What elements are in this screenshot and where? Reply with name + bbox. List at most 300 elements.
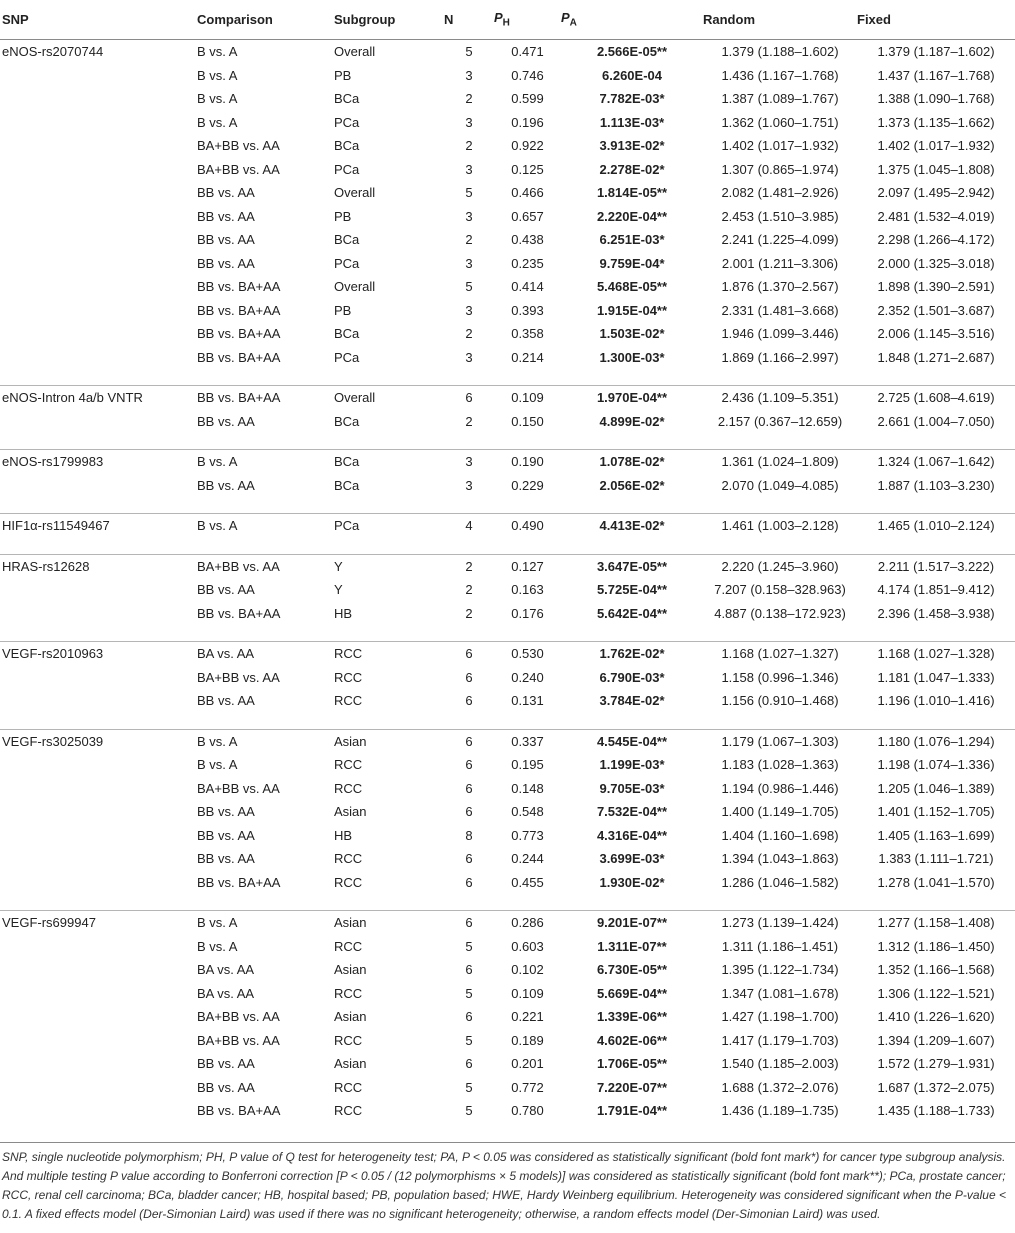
cell-comparison: BA+BB vs. AA [197, 138, 280, 154]
cell-snp [0, 134, 197, 158]
cell-snp: eNOS-rs2070744 [2, 44, 104, 60]
cell-comparison: BA+BB vs. AA [197, 1032, 280, 1048]
table-row [0, 134, 1015, 158]
cell-ph: 0.189 [511, 1032, 544, 1048]
cell-comparison: B vs. A [197, 729, 334, 753]
table-row [0, 729, 1015, 753]
cell-random: 1.361 (1.024–1.809) [703, 450, 857, 474]
spacer-cell [0, 538, 1015, 555]
cell-snp [0, 602, 197, 626]
group-spacer [0, 625, 1015, 642]
cell-random: 1.436 (1.189–1.735) [721, 1103, 839, 1119]
cell-snp [0, 181, 197, 205]
cell-ph: 0.603 [511, 938, 544, 954]
cell-pa: 7.220E-07** [596, 1079, 668, 1095]
cell-random: 1.286 (1.046–1.582) [721, 874, 839, 890]
cell-pa: 1.762E-02* [561, 642, 703, 666]
table-row [0, 666, 1015, 690]
cell-snp: VEGF-rs699947 [0, 911, 197, 935]
cell-pa: 1.078E-02* [561, 450, 703, 474]
cell-n: 6 [465, 962, 473, 978]
cell-n: 6 [465, 780, 473, 796]
group-spacer [0, 713, 1015, 730]
table-footnote: SNP, single nucleotide polymorphism; PH, P value of Q test for heterogeneity test; PA, P < 0.05 was considered as statistically significant (bold font mark*) for cancer type subgroup analysis. And multiple testing P value according to Bonferroni correction [P < 0.05 / (12 polymorphisms × 5 models)] was considered as statistically significant (bold font mark**); PCa, prostate cancer; RCC, renal cell carcinoma; BCa, bladder cancer; HB, hospital based; PB, population based; HWE, Hardy Weinberg equilibrium. Heterogeneity was considered significant when the P-value < 0.1. A fixed effects model (Der-Simonian Laird) was used if there was no significant heterogeneity; otherwise, a random effects model (Der-Simonian Laird) was used. [2, 1150, 1006, 1221]
cell-subgroup: RCC [334, 938, 363, 954]
cell-pa: 1.311E-07** [597, 938, 667, 954]
cell-ph: 0.780 [511, 1103, 544, 1119]
cell-ph: 0.109 [494, 386, 561, 410]
spacer-cell [0, 497, 1015, 514]
cell-random: 1.417 (1.179–1.703) [721, 1032, 839, 1048]
cell-ph: 0.196 [511, 114, 544, 130]
spacer-cell [0, 894, 1015, 911]
cell-n: 3 [465, 161, 473, 177]
cell-comparison: BB vs. AA [197, 851, 255, 867]
header-ph-main: P [494, 10, 503, 26]
cell-snp [0, 87, 197, 111]
cell-pa: 5.642E-04** [596, 605, 668, 621]
cell-fixed: 1.277 (1.158–1.408) [857, 911, 1015, 935]
cell-ph: 0.922 [511, 138, 544, 154]
table-row [0, 514, 1015, 538]
cell-pa: 1.814E-05** [596, 185, 668, 201]
cell-fixed: 1.375 (1.045–1.808) [877, 161, 995, 177]
table-row [0, 800, 1015, 824]
cell-n: 2 [444, 554, 494, 578]
cell-ph: 0.773 [511, 827, 544, 843]
table-row [0, 958, 1015, 982]
cell-random: 7.207 (0.158–328.963) [714, 582, 846, 598]
cell-ph: 0.195 [511, 757, 544, 773]
cell-random: 2.453 (1.510–3.985) [721, 208, 839, 224]
cell-comparison: BB vs. AA [197, 255, 255, 271]
cell-subgroup: RCC [334, 1079, 363, 1095]
cell-fixed: 1.198 (1.074–1.336) [877, 757, 995, 773]
cell-random: 1.158 (0.996–1.346) [721, 669, 839, 685]
cell-subgroup: Asian [334, 1009, 367, 1025]
cell-comparison: B vs. A [197, 44, 238, 60]
table-row [0, 753, 1015, 777]
cell-snp [0, 689, 197, 713]
cell-snp [0, 935, 197, 959]
header-subgroup: Subgroup [334, 0, 444, 40]
cell-n: 3 [465, 477, 473, 493]
table-body [0, 40, 1015, 1123]
cell-ph: 0.127 [494, 554, 561, 578]
cell-pa: 4.545E-04** [561, 729, 703, 753]
cell-subgroup: Y [334, 554, 444, 578]
cell-n: 6 [465, 669, 473, 685]
cell-ph: 0.190 [494, 450, 561, 474]
cell-ph: 0.221 [511, 1009, 544, 1025]
cell-n: 5 [465, 938, 473, 954]
cell-n: 8 [465, 827, 473, 843]
cell-snp [0, 158, 197, 182]
cell-fixed: 1.848 (1.271–2.687) [877, 349, 995, 365]
cell-random: 1.436 (1.167–1.768) [721, 67, 839, 83]
cell-subgroup: Overall [334, 279, 376, 295]
cell-fixed: 1.168 (1.027–1.328) [857, 642, 1015, 666]
cell-comparison: B vs. A [197, 514, 334, 538]
cell-n: 3 [465, 349, 473, 365]
cell-ph: 0.530 [494, 642, 561, 666]
cell-random: 2.070 (1.049–4.085) [721, 477, 839, 493]
cell-snp: HIF1α-rs11549467 [0, 514, 197, 538]
cell-random: 1.427 (1.198–1.700) [721, 1009, 839, 1025]
header-pa [561, 0, 703, 40]
cell-comparison: B vs. A [197, 114, 238, 130]
cell-pa: 2.278E-02* [599, 161, 665, 177]
table-row [0, 1005, 1015, 1029]
cell-random: 1.273 (1.139–1.424) [703, 911, 857, 935]
cell-n: 5 [465, 44, 473, 60]
group-spacer [0, 433, 1015, 450]
cell-fixed: 1.435 (1.188–1.733) [877, 1103, 995, 1119]
cell-pa: 6.260E-04 [602, 67, 662, 83]
cell-fixed: 1.181 (1.047–1.333) [877, 669, 995, 685]
cell-random: 1.179 (1.067–1.303) [703, 729, 857, 753]
cell-pa: 4.899E-02* [599, 413, 665, 429]
cell-snp [0, 871, 197, 895]
cell-n: 5 [465, 279, 473, 295]
cell-subgroup: Asian [334, 804, 367, 820]
cell-random: 1.194 (0.986–1.446) [721, 780, 839, 796]
cell-comparison: BA vs. AA [197, 962, 255, 978]
cell-random: 1.362 (1.060–1.751) [721, 114, 839, 130]
table-row [0, 386, 1015, 410]
table-row [0, 982, 1015, 1006]
cell-fixed: 1.388 (1.090–1.768) [877, 91, 995, 107]
cell-fixed: 2.352 (1.501–3.687) [877, 302, 995, 318]
cell-pa: 2.056E-02* [599, 477, 665, 493]
table-row [0, 554, 1015, 578]
header-comparison: Comparison [197, 0, 334, 40]
cell-snp [0, 1099, 197, 1123]
header-snp: SNP [0, 0, 197, 40]
cell-ph: 0.150 [511, 413, 544, 429]
cell-snp [0, 474, 197, 498]
cell-snp [0, 578, 197, 602]
cell-n: 5 [465, 185, 473, 201]
table-bottom-rule [0, 1142, 1015, 1143]
cell-fixed: 1.352 (1.166–1.568) [877, 962, 995, 978]
cell-ph: 0.286 [494, 911, 561, 935]
cell-comparison: BB vs. AA [197, 208, 255, 224]
cell-n: 6 [465, 874, 473, 890]
cell-snp: VEGF-rs3025039 [0, 729, 197, 753]
cell-n: 6 [465, 757, 473, 773]
cell-random: 2.331 (1.481–3.668) [721, 302, 839, 318]
cell-random: 1.387 (1.089–1.767) [721, 91, 839, 107]
cell-subgroup: PCa [334, 255, 360, 271]
cell-fixed: 1.898 (1.390–2.591) [877, 279, 995, 295]
table-row [0, 40, 1015, 64]
cell-n: 5 [465, 1079, 473, 1095]
header-pa-main: P [561, 10, 570, 26]
cell-snp [0, 666, 197, 690]
cell-snp [0, 252, 197, 276]
cell-subgroup: RCC [334, 757, 363, 773]
cell-subgroup: RCC [334, 1103, 363, 1119]
cell-fixed: 1.401 (1.152–1.705) [877, 804, 995, 820]
cell-pa: 7.782E-03* [599, 91, 665, 107]
table-row [0, 1076, 1015, 1100]
cell-comparison: BB vs. AA [197, 827, 255, 843]
cell-ph: 0.240 [511, 669, 544, 685]
cell-pa: 1.339E-06** [596, 1009, 668, 1025]
group-spacer [0, 894, 1015, 911]
cell-ph: 0.358 [511, 326, 544, 342]
cell-subgroup: RCC [334, 693, 363, 709]
table-row [0, 252, 1015, 276]
cell-fixed: 1.205 (1.046–1.389) [877, 780, 995, 796]
cell-n: 5 [465, 985, 473, 1001]
cell-comparison: BB vs. AA [197, 413, 255, 429]
cell-snp [0, 847, 197, 871]
cell-pa: 1.930E-02* [599, 874, 665, 890]
cell-ph: 0.148 [511, 780, 544, 796]
table-row [0, 474, 1015, 498]
cell-n: 6 [465, 1009, 473, 1025]
cell-comparison: BA+BB vs. AA [197, 161, 280, 177]
cell-n: 5 [465, 1103, 473, 1119]
cell-ph: 0.337 [494, 729, 561, 753]
cell-random: 2.001 (1.211–3.306) [721, 255, 839, 271]
cell-random: 1.869 (1.166–2.997) [721, 349, 839, 365]
cell-fixed: 2.396 (1.458–3.938) [877, 605, 995, 621]
cell-comparison: BA vs. AA [197, 642, 334, 666]
cell-n: 6 [444, 386, 494, 410]
cell-random: 1.540 (1.185–2.003) [721, 1056, 839, 1072]
cell-ph: 0.393 [511, 302, 544, 318]
cell-comparison: B vs. A [197, 450, 334, 474]
cell-fixed: 1.196 (1.010–1.416) [877, 693, 995, 709]
table-row [0, 181, 1015, 205]
cell-pa: 3.699E-03* [599, 851, 665, 867]
cell-ph: 0.438 [511, 232, 544, 248]
table-row [0, 228, 1015, 252]
cell-subgroup: RCC [334, 780, 363, 796]
cell-ph: 0.244 [511, 851, 544, 867]
cell-snp [0, 322, 197, 346]
table-row [0, 1029, 1015, 1053]
cell-pa: 5.468E-05** [596, 279, 668, 295]
cell-ph: 0.466 [511, 185, 544, 201]
cell-random: 1.402 (1.017–1.932) [721, 138, 839, 154]
cell-fixed: 1.687 (1.372–2.075) [877, 1079, 995, 1095]
table-row [0, 450, 1015, 474]
cell-comparison: B vs. A [197, 757, 238, 773]
cell-comparison: BB vs. BA+AA [197, 302, 281, 318]
table-row [0, 299, 1015, 323]
cell-random: 1.876 (1.370–2.567) [721, 279, 839, 295]
table-row [0, 689, 1015, 713]
cell-random: 1.156 (0.910–1.468) [721, 693, 839, 709]
cell-n: 2 [465, 232, 473, 248]
cell-subgroup: Asian [334, 1056, 367, 1072]
table-row [0, 602, 1015, 626]
cell-comparison: BB vs. BA+AA [197, 326, 281, 342]
cell-random: 1.404 (1.160–1.698) [721, 827, 839, 843]
cell-subgroup: PCa [334, 161, 360, 177]
cell-random: 2.082 (1.481–2.926) [721, 185, 839, 201]
cell-subgroup: BCa [334, 477, 360, 493]
cell-comparison: BB vs. AA [197, 185, 255, 201]
cell-random: 1.183 (1.028–1.363) [721, 757, 839, 773]
cell-ph: 0.490 [494, 514, 561, 538]
cell-comparison: B vs. A [197, 938, 238, 954]
cell-comparison: BB vs. AA [197, 232, 255, 248]
cell-random: 2.436 (1.109–5.351) [703, 386, 857, 410]
cell-n: 3 [465, 255, 473, 271]
cell-fixed: 1.278 (1.041–1.570) [877, 874, 995, 890]
spacer-cell [0, 433, 1015, 450]
cell-n: 6 [465, 804, 473, 820]
cell-pa: 1.300E-03* [599, 349, 665, 365]
cell-snp [0, 753, 197, 777]
cell-fixed: 1.379 (1.187–1.602) [877, 44, 995, 60]
cell-pa: 3.913E-02* [599, 138, 665, 154]
cell-fixed: 1.373 (1.135–1.662) [877, 114, 995, 130]
cell-n: 2 [465, 326, 473, 342]
cell-fixed: 2.000 (1.325–3.018) [877, 255, 995, 271]
cell-ph: 0.548 [511, 804, 544, 820]
spacer-cell [0, 713, 1015, 730]
cell-comparison: BB vs. BA+AA [197, 874, 281, 890]
cell-random: 1.307 (0.865–1.974) [721, 161, 839, 177]
cell-snp [0, 824, 197, 848]
cell-ph: 0.657 [511, 208, 544, 224]
header-fixed: Fixed [857, 0, 1015, 40]
cell-comparison: B vs. A [197, 911, 334, 935]
cell-subgroup: RCC [334, 874, 363, 890]
cell-n: 6 [444, 642, 494, 666]
cell-comparison: BA+BB vs. AA [197, 554, 334, 578]
cell-n: 6 [465, 851, 473, 867]
cell-snp [0, 1005, 197, 1029]
cell-n: 6 [465, 1056, 473, 1072]
cell-subgroup: Asian [334, 962, 367, 978]
header-n: N [444, 0, 494, 40]
cell-pa: 4.602E-06** [596, 1032, 668, 1048]
cell-subgroup: HB [334, 827, 353, 843]
cell-fixed: 1.383 (1.111–1.721) [878, 851, 994, 867]
cell-ph: 0.131 [511, 693, 544, 709]
cell-random: 1.379 (1.188–1.602) [721, 44, 839, 60]
cell-subgroup: RCC [334, 985, 363, 1001]
cell-fixed: 1.312 (1.186–1.450) [877, 938, 995, 954]
cell-subgroup: Asian [334, 729, 444, 753]
cell-n: 6 [444, 911, 494, 935]
cell-random: 2.157 (0.367–12.659) [717, 413, 843, 429]
cell-pa: 4.413E-02* [561, 514, 703, 538]
cell-subgroup: BCa [334, 138, 360, 154]
cell-snp [0, 1076, 197, 1100]
cell-comparison: B vs. A [197, 91, 238, 107]
cell-snp [0, 299, 197, 323]
header-ph-sub: H [502, 17, 510, 29]
table-row [0, 871, 1015, 895]
cell-pa: 6.251E-03* [599, 232, 665, 248]
cell-comparison: BA vs. AA [197, 985, 255, 1001]
cell-subgroup: Overall [334, 44, 376, 60]
cell-subgroup: RCC [334, 1032, 363, 1048]
cell-pa: 2.566E-05** [596, 44, 668, 60]
cell-pa: 1.915E-04** [596, 302, 668, 318]
cell-n: 3 [465, 114, 473, 130]
cell-pa: 2.220E-04** [596, 208, 668, 224]
cell-snp [0, 1052, 197, 1076]
cell-pa: 3.647E-05** [561, 554, 703, 578]
table-row [0, 824, 1015, 848]
cell-pa: 1.503E-02* [599, 326, 665, 342]
cell-subgroup: BCa [334, 450, 444, 474]
cell-ph: 0.471 [511, 44, 544, 60]
cell-ph: 0.176 [511, 605, 544, 621]
cell-snp: VEGF-rs2010963 [0, 642, 197, 666]
cell-pa: 1.791E-04** [596, 1103, 668, 1119]
cell-snp [0, 982, 197, 1006]
header-ph [494, 0, 561, 40]
cell-pa: 1.113E-03* [599, 114, 665, 130]
cell-random: 4.887 (0.138–172.923) [714, 605, 846, 621]
cell-n: 2 [465, 582, 473, 598]
cell-pa: 6.730E-05** [596, 962, 668, 978]
cell-fixed: 1.465 (1.010–2.124) [857, 514, 1015, 538]
cell-subgroup: BCa [334, 413, 360, 429]
cell-n: 3 [444, 450, 494, 474]
cell-ph: 0.201 [511, 1056, 544, 1072]
cell-pa: 7.532E-04** [596, 804, 668, 820]
cell-fixed: 1.410 (1.226–1.620) [877, 1009, 995, 1025]
table-row [0, 777, 1015, 801]
cell-ph: 0.599 [511, 91, 544, 107]
cell-pa: 1.706E-05** [596, 1056, 668, 1072]
table-row [0, 322, 1015, 346]
cell-snp [0, 275, 197, 299]
cell-fixed: 1.405 (1.163–1.699) [877, 827, 995, 843]
table-row [0, 1052, 1015, 1076]
cell-subgroup: BCa [334, 91, 360, 107]
table-row [0, 410, 1015, 434]
table-row [0, 847, 1015, 871]
cell-random: 1.394 (1.043–1.863) [721, 851, 839, 867]
cell-snp [0, 64, 197, 88]
cell-subgroup: PCa [334, 514, 444, 538]
cell-fixed: 1.887 (1.103–3.230) [877, 477, 995, 493]
cell-subgroup: Overall [334, 386, 444, 410]
cell-subgroup: PCa [334, 349, 360, 365]
cell-ph: 0.109 [511, 985, 544, 1001]
cell-comparison: BB vs. AA [197, 693, 255, 709]
table-row [0, 1099, 1015, 1123]
cell-comparison: BB vs. AA [197, 477, 255, 493]
cell-n: 4 [444, 514, 494, 538]
cell-snp [0, 228, 197, 252]
cell-pa: 5.725E-04** [596, 582, 668, 598]
cell-subgroup: PB [334, 67, 352, 83]
cell-comparison: BA+BB vs. AA [197, 669, 280, 685]
cell-fixed: 2.661 (1.004–7.050) [877, 413, 995, 429]
cell-random: 1.400 (1.149–1.705) [721, 804, 839, 820]
cell-fixed: 2.481 (1.532–4.019) [877, 208, 995, 224]
header-row [0, 0, 1015, 40]
cell-ph: 0.235 [511, 255, 544, 271]
table-row [0, 911, 1015, 935]
table-row [0, 158, 1015, 182]
cell-n: 6 [444, 729, 494, 753]
cell-snp [0, 1029, 197, 1053]
